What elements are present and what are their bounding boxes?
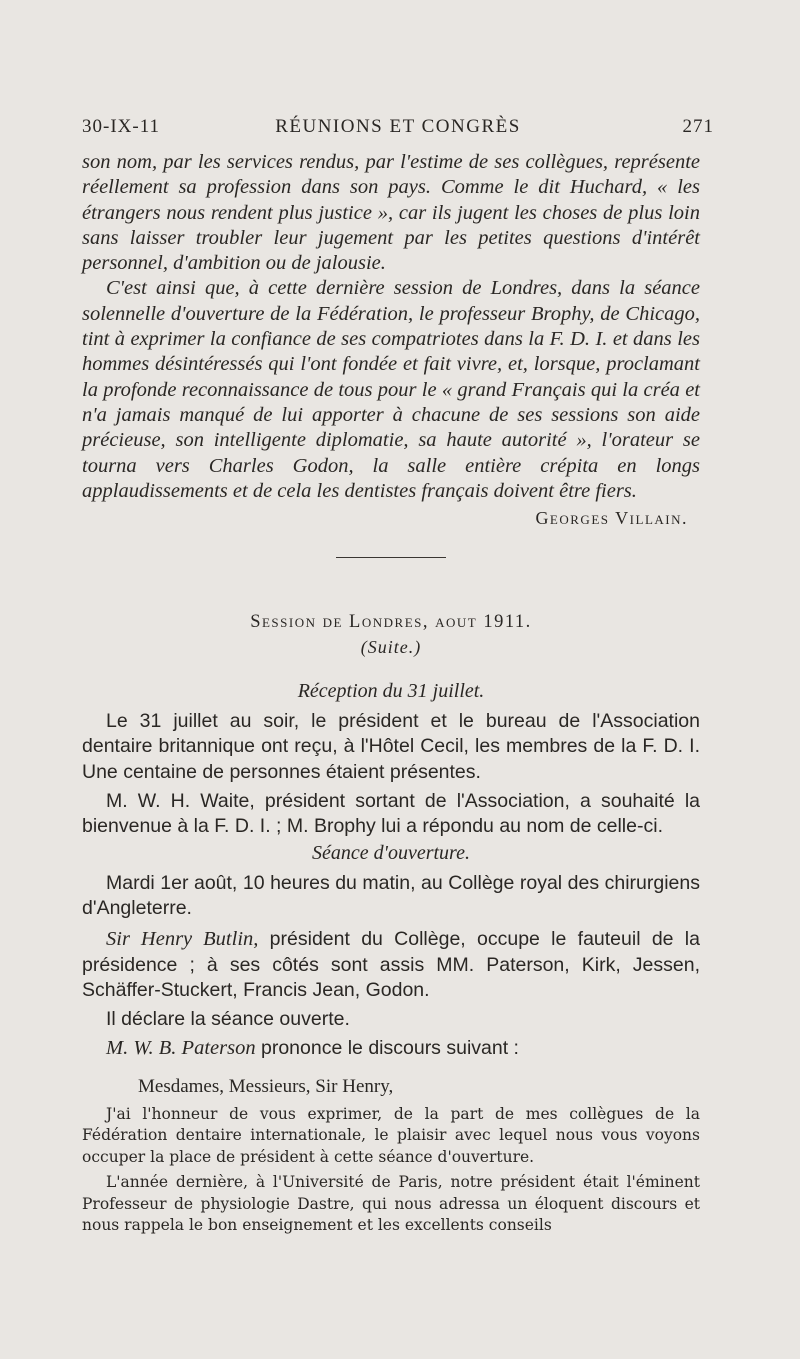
opening-paragraph-4-name: M. W. B. Paterson — [106, 1037, 256, 1060]
reception-paragraph-2: M. W. H. Waite, président sortant de l'Association, a souhaité la bienvenue à la F. D. I. ; M. Brophy lui a répondu au nom de celle-ci. — [82, 790, 700, 838]
opening-paragraph-4 — [82, 1036, 700, 1061]
page-number: 271 — [682, 116, 714, 137]
speech-paragraph-1: J'ai l'honneur de vous exprimer, de la part de mes collègues de la Fédération dentaire internationale, le plaisir avec lequel nous vous voyons occuper la place de président à cette séance d'ouverture. — [82, 1104, 700, 1166]
page-body — [82, 150, 700, 1237]
article-paragraph-1: son nom, par les services rendus, par l'estime de ses collègues, représente réellement sa profession dans son pays. Comme le dit Huchard, « les étrangers nous rendent plus justice », car ils jugent les choses de plus loin sans laisser troubler leur jugement par les petites questions d'intérêt personnel, d'ambition ou de jalousie. — [82, 151, 700, 275]
header-date: 30-IX-11 — [82, 116, 160, 137]
speech-salutation: Mesdames, Messieurs, Sir Henry, — [138, 1075, 394, 1097]
opening-paragraph-1: Mardi 1er août, 10 heures du matin, au Collège royal des chirurgiens d'Angleterre. — [82, 871, 700, 919]
opening-paragraph-2-text: président du Collège, occupe le fauteuil de la présidence ; à ses côtés sont assis MM. Paterson, Kirk, Jessen, Schäffer-Stuckert, Francis Jean, Godon. — [82, 928, 700, 1001]
running-head — [82, 116, 714, 144]
section-divider — [336, 557, 446, 558]
article-paragraph-2: C'est ainsi que, à cette dernière session de Londres, dans la séance solennelle d'ouverture de la Fédération, le professeur Brophy, de Chicago, tint à exprimer la confiance de ses compatriotes dans la F. D. I. et dans les hommes désintéressés qui l'ont fondée et fait vivre, et, lorsque, proclamant la profonde reconnaissance de tous pour le « grand Français qui la créa et n'a jamais manqué de lui apporter à chacune de ses sessions son aide précieuse, son intelligente diplomatie, sa haute autorité », l'orateur se tourna vers Charles Godon, la salle entière crépita en longs applaudissements et de cela les dentistes français doivent être fiers. — [82, 277, 700, 502]
opening-paragraph-3: Il déclare la séance ouverte. — [106, 1008, 350, 1031]
header-section-title: RÉUNIONS ET CONGRÈS — [275, 116, 521, 137]
author-signature: Georges Villain. — [535, 508, 688, 529]
session-title: Session de Londres, aout 1911. — [250, 612, 532, 633]
opening-paragraph-2-name: Sir Henry Butlin, — [106, 928, 259, 951]
speech-paragraph-2: L'année dernière, à l'Université de Paris, notre président était l'éminent Professeur de physiologie Dastre, qui nous adressa un éloquent discours et nous rappela le bon enseignement et les excellents conseils — [82, 1173, 700, 1235]
session-suite: (Suite.) — [360, 637, 422, 658]
opening-paragraph-4-text: prononce le discours suivant : — [255, 1037, 519, 1060]
opening-heading: Séance d'ouverture. — [312, 841, 470, 864]
reception-paragraph-1: Le 31 juillet au soir, le président et le bureau de l'Association dentaire britannique ont reçu, à l'Hôtel Cecil, les membres de la F. D. I. Une centaine de personnes étaient présentes. — [82, 710, 700, 783]
opening-paragraph-2 — [82, 927, 700, 1003]
reception-heading: Réception du 31 juillet. — [297, 680, 485, 703]
